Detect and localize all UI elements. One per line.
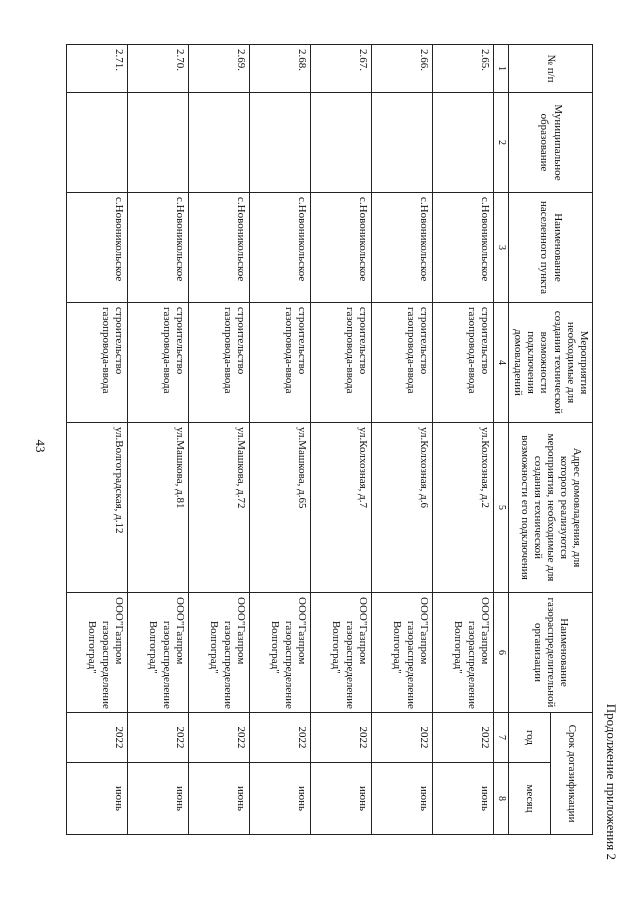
cell-settlement: с.Новоникольское (310, 193, 371, 303)
header-number: № п/п (508, 45, 592, 93)
table-row (310, 45, 371, 835)
cell-municipality (188, 93, 249, 193)
header-year: год (508, 713, 550, 763)
header-address: Адрес домовладения, для которого реализуются мероприятия, необходимые для создания технической возможности его подключения (508, 423, 592, 593)
header-organization: Наименование газораспределительной организации (508, 593, 592, 713)
column-number: 2 (493, 93, 508, 193)
cell-month: июнь (127, 763, 188, 835)
cell-municipality (66, 93, 127, 193)
cell-address: ул.Колхозная, д.7 (310, 423, 371, 593)
cell-number: 2.70. (127, 45, 188, 93)
cell-year: 2022 (188, 713, 249, 763)
table-row (432, 45, 493, 835)
cell-address: ул.Колхозная, д.2 (432, 423, 493, 593)
org-name: "Газпром газораспределение Волгоград" (330, 620, 369, 709)
org-name: "Газпром газораспределение Волгоград" (269, 620, 308, 709)
cell-measure: строительство газопровода-ввода (432, 303, 493, 423)
org-form: ООО (356, 597, 369, 621)
document-sheet (63, 14, 623, 890)
cell-organization (310, 593, 371, 713)
cell-municipality (310, 93, 371, 193)
header-municipality: Муниципальное образование (508, 93, 592, 193)
cell-year: 2022 (249, 713, 310, 763)
cell-municipality (432, 93, 493, 193)
org-form: ООО (234, 597, 247, 621)
cell-measure: строительство газопровода-ввода (127, 303, 188, 423)
cell-year: 2022 (371, 713, 432, 763)
cell-address: ул.Колхозная, д.6 (371, 423, 432, 593)
cell-month: июнь (249, 763, 310, 835)
page-number: 43 (33, 439, 48, 453)
cell-address: ул.Машкова, д.65 (249, 423, 310, 593)
org-name: "Газпром газораспределение Волгоград" (147, 620, 186, 709)
cell-number: 2.66. (371, 45, 432, 93)
appendix-caption: Продолжение приложения 2 (604, 703, 619, 860)
cell-number: 2.67. (310, 45, 371, 93)
gasification-table (66, 44, 593, 835)
cell-address: ул.Машкова, д.72 (188, 423, 249, 593)
cell-month: июнь (432, 763, 493, 835)
cell-municipality (127, 93, 188, 193)
column-number: 3 (493, 193, 508, 303)
header-row (550, 45, 592, 835)
cell-settlement: с.Новоникольское (249, 193, 310, 303)
cell-municipality (371, 93, 432, 193)
cell-address: ул.Машкова, д.81 (127, 423, 188, 593)
cell-number: 2.68. (249, 45, 310, 93)
cell-organization (188, 593, 249, 713)
cell-year: 2022 (432, 713, 493, 763)
header-settlement: Наименование населенного пункта (508, 193, 592, 303)
cell-month: июнь (310, 763, 371, 835)
org-name: "Газпром газораспределение Волгоград" (86, 620, 125, 709)
cell-measure: строительство газопровода-ввода (188, 303, 249, 423)
cell-measure: строительство газопровода-ввода (66, 303, 127, 423)
org-name: "Газпром газораспределение Волгоград" (208, 620, 247, 709)
org-form: ООО (417, 597, 430, 621)
cell-settlement: с.Новоникольское (432, 193, 493, 303)
cell-measure: строительство газопровода-ввода (249, 303, 310, 423)
column-number: 7 (493, 713, 508, 763)
header-measures: Мероприятия необходимые для создания технической возможности подключения домовладений (508, 303, 592, 423)
cell-number: 2.71. (66, 45, 127, 93)
column-number: 6 (493, 593, 508, 713)
org-form: ООО (112, 597, 125, 621)
table-row (371, 45, 432, 835)
table-row (249, 45, 310, 835)
cell-settlement: с.Новоникольское (127, 193, 188, 303)
org-name: "Газпром газораспределение Волгоград" (391, 620, 430, 709)
column-number-row (493, 45, 508, 835)
table-row (188, 45, 249, 835)
cell-settlement: с.Новоникольское (66, 193, 127, 303)
cell-organization (127, 593, 188, 713)
column-number: 4 (493, 303, 508, 423)
header-deadline: Срок догазификации (550, 713, 592, 835)
cell-number: 2.65. (432, 45, 493, 93)
column-number: 8 (493, 763, 508, 835)
cell-organization (249, 593, 310, 713)
cell-organization (371, 593, 432, 713)
org-form: ООО (295, 597, 308, 621)
cell-year: 2022 (310, 713, 371, 763)
column-number: 1 (493, 45, 508, 93)
cell-organization (66, 593, 127, 713)
column-number: 5 (493, 423, 508, 593)
cell-municipality (249, 93, 310, 193)
cell-year: 2022 (127, 713, 188, 763)
cell-measure: строительство газопровода-ввода (371, 303, 432, 423)
cell-month: июнь (371, 763, 432, 835)
header-month: месяц (508, 763, 550, 835)
cell-month: июнь (66, 763, 127, 835)
org-form: ООО (173, 597, 186, 621)
cell-number: 2.69. (188, 45, 249, 93)
cell-year: 2022 (66, 713, 127, 763)
table-row (66, 45, 127, 835)
cell-measure: строительство газопровода-ввода (310, 303, 371, 423)
org-name: "Газпром газораспределение Волгоград" (452, 620, 491, 709)
cell-organization (432, 593, 493, 713)
cell-month: июнь (188, 763, 249, 835)
cell-address: ул.Волгоградская, д.12 (66, 423, 127, 593)
table-row (127, 45, 188, 835)
org-form: ООО (478, 597, 491, 621)
cell-settlement: с.Новоникольское (371, 193, 432, 303)
cell-settlement: с.Новоникольское (188, 193, 249, 303)
